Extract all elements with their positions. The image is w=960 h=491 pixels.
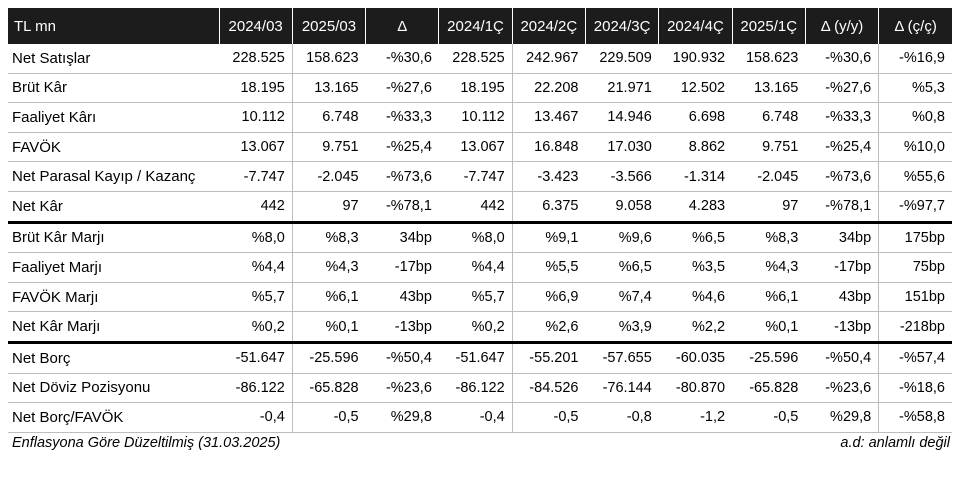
row-label: Faaliyet Kârı	[8, 103, 219, 133]
table-cell: 242.967	[512, 44, 585, 73]
table-row	[8, 373, 952, 403]
table-cell: %29,8	[366, 403, 439, 433]
row-label: Net Döviz Pozisyonu	[8, 373, 219, 403]
table-cell: -%33,3	[366, 103, 439, 133]
table-cell: -60.035	[659, 342, 732, 373]
table-cell: %9,6	[585, 222, 658, 253]
table-cell: -0,5	[512, 403, 585, 433]
table-cell: -%78,1	[805, 191, 878, 222]
row-label: Faaliyet Marjı	[8, 253, 219, 283]
table-cell: -7.747	[439, 162, 512, 192]
table-cell: 151bp	[879, 282, 952, 312]
row-label: Net Parasal Kayıp / Kazanç	[8, 162, 219, 192]
header-cell: 2025/1Ç	[732, 8, 805, 44]
table-cell: 6.748	[292, 103, 365, 133]
table-cell: 158.623	[732, 44, 805, 73]
table-footer	[12, 435, 950, 451]
table-cell: -84.526	[512, 373, 585, 403]
table-cell: 442	[439, 191, 512, 222]
table-cell: -%25,4	[805, 132, 878, 162]
table-cell: 22.208	[512, 73, 585, 103]
table-cell: -%57,4	[879, 342, 952, 373]
header-cell: TL mn	[8, 8, 219, 44]
table-cell: 34bp	[805, 222, 878, 253]
table-cell: %0,1	[732, 312, 805, 343]
footer-note-right: a.d: anlamlı değil	[840, 435, 950, 451]
row-label: FAVÖK Marjı	[8, 282, 219, 312]
header-cell: Δ (ç/ç)	[879, 8, 952, 44]
row-label: Net Borç	[8, 342, 219, 373]
table-cell: -%50,4	[805, 342, 878, 373]
table-cell: %29,8	[805, 403, 878, 433]
table-cell: %5,5	[512, 253, 585, 283]
table-cell: -%50,4	[366, 342, 439, 373]
row-label: FAVÖK	[8, 132, 219, 162]
table-cell: 17.030	[585, 132, 658, 162]
table-cell: %8,0	[439, 222, 512, 253]
table-cell: %0,2	[219, 312, 292, 343]
table-cell: %9,1	[512, 222, 585, 253]
table-cell: %6,5	[659, 222, 732, 253]
footer-note-left: Enflasyona Göre Düzeltilmiş (31.03.2025)	[12, 435, 281, 451]
table-header-row	[8, 8, 952, 44]
header-cell: 2025/03	[292, 8, 365, 44]
table-cell: 158.623	[292, 44, 365, 73]
table-cell: -51.647	[439, 342, 512, 373]
table-cell: %4,4	[219, 253, 292, 283]
table-row	[8, 342, 952, 373]
table-cell: 442	[219, 191, 292, 222]
table-cell: 228.525	[219, 44, 292, 73]
table-cell: -13bp	[805, 312, 878, 343]
header-cell: 2024/4Ç	[659, 8, 732, 44]
header-cell: 2024/1Ç	[439, 8, 512, 44]
header-cell: 2024/2Ç	[512, 8, 585, 44]
table-cell: -%27,6	[805, 73, 878, 103]
table-cell: 9.751	[292, 132, 365, 162]
table-cell: %2,2	[659, 312, 732, 343]
table-cell: %0,2	[439, 312, 512, 343]
table-cell: %7,4	[585, 282, 658, 312]
row-label: Net Kâr	[8, 191, 219, 222]
table-cell: %5,7	[439, 282, 512, 312]
table-cell: -17bp	[805, 253, 878, 283]
table-cell: %0,8	[879, 103, 952, 133]
table-cell: -%58,8	[879, 403, 952, 433]
table-cell: -76.144	[585, 373, 658, 403]
table-cell: -3.566	[585, 162, 658, 192]
table-cell: -1,2	[659, 403, 732, 433]
table-cell: -0,8	[585, 403, 658, 433]
header-cell: 2024/03	[219, 8, 292, 44]
table-cell: 18.195	[439, 73, 512, 103]
financial-summary-table	[8, 8, 952, 433]
table-cell: -%27,6	[366, 73, 439, 103]
table-row	[8, 132, 952, 162]
table-cell: 6.375	[512, 191, 585, 222]
table-cell: 9.058	[585, 191, 658, 222]
table-cell: %5,3	[879, 73, 952, 103]
table-cell: 13.467	[512, 103, 585, 133]
table-row	[8, 191, 952, 222]
table-cell: 9.751	[732, 132, 805, 162]
table-cell: 229.509	[585, 44, 658, 73]
table-cell: 16.848	[512, 132, 585, 162]
table-cell: 21.971	[585, 73, 658, 103]
table-cell: %6,1	[292, 282, 365, 312]
table-cell: -55.201	[512, 342, 585, 373]
table-cell: -%16,9	[879, 44, 952, 73]
table-cell: %0,1	[292, 312, 365, 343]
table-row	[8, 403, 952, 433]
table-cell: 10.112	[439, 103, 512, 133]
table-cell: -%25,4	[366, 132, 439, 162]
table-cell: -%30,6	[366, 44, 439, 73]
table-cell: %4,6	[659, 282, 732, 312]
table-cell: -17bp	[366, 253, 439, 283]
table-cell: 97	[732, 191, 805, 222]
table-row	[8, 162, 952, 192]
table-cell: -65.828	[292, 373, 365, 403]
table-cell: -%23,6	[805, 373, 878, 403]
row-label: Brüt Kâr Marjı	[8, 222, 219, 253]
table-cell: 190.932	[659, 44, 732, 73]
table-cell: -%23,6	[366, 373, 439, 403]
table-cell: -%18,6	[879, 373, 952, 403]
table-cell: 13.067	[439, 132, 512, 162]
table-cell: 75bp	[879, 253, 952, 283]
financial-table-container	[8, 8, 952, 433]
table-cell: %10,0	[879, 132, 952, 162]
table-cell: 13.165	[732, 73, 805, 103]
table-cell: 43bp	[366, 282, 439, 312]
table-cell: -%33,3	[805, 103, 878, 133]
table-cell: -86.122	[219, 373, 292, 403]
table-row	[8, 312, 952, 343]
table-cell: %55,6	[879, 162, 952, 192]
table-cell: -218bp	[879, 312, 952, 343]
table-cell: -25.596	[292, 342, 365, 373]
header-cell: 2024/3Ç	[585, 8, 658, 44]
table-row	[8, 73, 952, 103]
table-cell: %8,3	[292, 222, 365, 253]
row-label: Net Kâr Marjı	[8, 312, 219, 343]
table-cell: 10.112	[219, 103, 292, 133]
table-cell: -%78,1	[366, 191, 439, 222]
table-cell: 34bp	[366, 222, 439, 253]
table-cell: -%73,6	[805, 162, 878, 192]
table-cell: 18.195	[219, 73, 292, 103]
table-cell: %8,0	[219, 222, 292, 253]
table-cell: 14.946	[585, 103, 658, 133]
table-cell: %5,7	[219, 282, 292, 312]
header-cell: Δ (y/y)	[805, 8, 878, 44]
table-row	[8, 44, 952, 73]
table-cell: -%73,6	[366, 162, 439, 192]
table-cell: %6,5	[585, 253, 658, 283]
table-cell: %3,9	[585, 312, 658, 343]
table-cell: %8,3	[732, 222, 805, 253]
header-cell: Δ	[366, 8, 439, 44]
row-label: Brüt Kâr	[8, 73, 219, 103]
table-cell: %6,9	[512, 282, 585, 312]
table-cell: 4.283	[659, 191, 732, 222]
table-cell: -80.870	[659, 373, 732, 403]
table-cell: -1.314	[659, 162, 732, 192]
table-cell: -0,5	[732, 403, 805, 433]
table-cell: -%97,7	[879, 191, 952, 222]
table-cell: %2,6	[512, 312, 585, 343]
table-cell: -0,4	[439, 403, 512, 433]
table-row	[8, 253, 952, 283]
table-cell: -0,5	[292, 403, 365, 433]
table-cell: %6,1	[732, 282, 805, 312]
table-cell: 228.525	[439, 44, 512, 73]
table-row	[8, 282, 952, 312]
table-cell: -0,4	[219, 403, 292, 433]
table-cell: %4,4	[439, 253, 512, 283]
table-cell: %4,3	[292, 253, 365, 283]
table-cell: -57.655	[585, 342, 658, 373]
table-row	[8, 103, 952, 133]
table-cell: -25.596	[732, 342, 805, 373]
table-cell: 13.067	[219, 132, 292, 162]
table-cell: %3,5	[659, 253, 732, 283]
table-cell: -65.828	[732, 373, 805, 403]
table-cell: -7.747	[219, 162, 292, 192]
table-cell: 175bp	[879, 222, 952, 253]
table-row	[8, 222, 952, 253]
table-cell: 97	[292, 191, 365, 222]
table-cell: %4,3	[732, 253, 805, 283]
table-cell: 12.502	[659, 73, 732, 103]
row-label: Net Borç/FAVÖK	[8, 403, 219, 433]
table-cell: 43bp	[805, 282, 878, 312]
table-cell: -2.045	[292, 162, 365, 192]
table-body	[8, 44, 952, 432]
table-cell: 13.165	[292, 73, 365, 103]
table-cell: -86.122	[439, 373, 512, 403]
row-label: Net Satışlar	[8, 44, 219, 73]
table-cell: -3.423	[512, 162, 585, 192]
table-cell: 6.698	[659, 103, 732, 133]
table-cell: 8.862	[659, 132, 732, 162]
table-cell: -2.045	[732, 162, 805, 192]
table-cell: 6.748	[732, 103, 805, 133]
table-cell: -13bp	[366, 312, 439, 343]
table-cell: -%30,6	[805, 44, 878, 73]
table-cell: -51.647	[219, 342, 292, 373]
